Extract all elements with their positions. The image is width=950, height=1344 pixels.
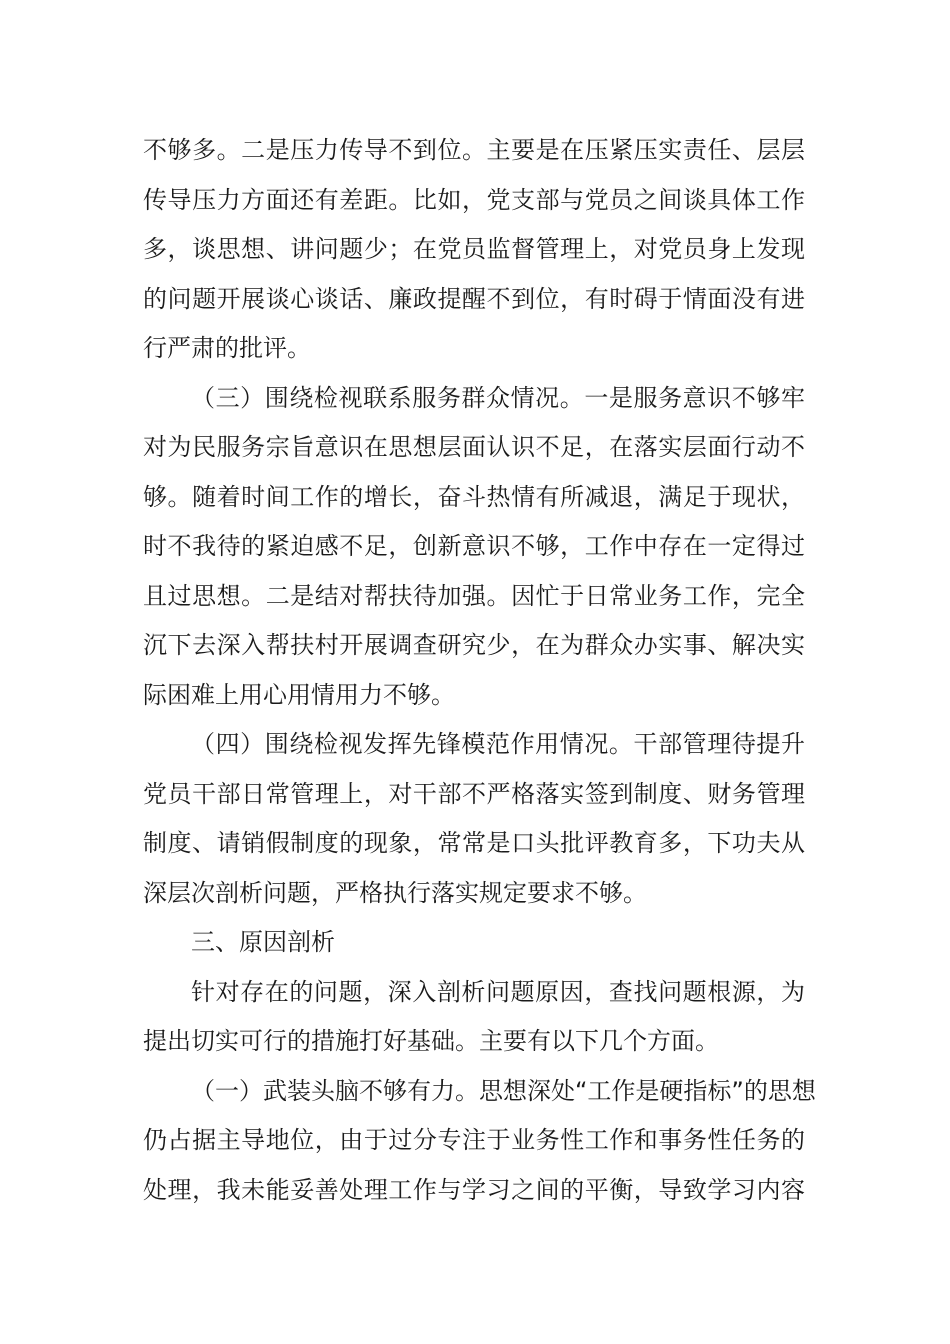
text-line: 传导压力方面还有差距。比如，党支部与党员之间谈具体工作 [143, 185, 805, 214]
body-text [143, 126, 816, 1215]
text-line: 制度、请销假制度的现象，常常是口头批评教育多，下功夫从 [143, 829, 805, 857]
text-line: 仍占据主导地位，由于过分专注于业务性工作和事务性任务的 [143, 1126, 805, 1154]
text-line: （三）围绕检视联系服务群众情况。一是服务意识不够牢 [191, 383, 805, 412]
text-line: 多，谈思想、讲问题少；在党员监督管理上，对党员身上发现 [143, 235, 805, 263]
text-line: 行严肃的批评。 [143, 334, 311, 362]
text-line: 不够多。二是压力传导不到位。主要是在压紧压实责任、层层 [143, 136, 805, 164]
text-line: 深层次剖析问题，严格执行落实规定要求不够。 [143, 878, 647, 907]
text-line: 沉下去深入帮扶村开展调查研究少，在为群众办实事、解决实 [143, 631, 805, 659]
text-line: 且过思想。二是结对帮扶待加强。因忙于日常业务工作，完全 [143, 581, 805, 610]
text-line: 时不我待的紧迫感不足，创新意识不够，工作中存在一定得过 [143, 532, 805, 560]
text-line: （一）武装头脑不够有力。思想深处“工作是硬指标”的思想 [191, 1076, 816, 1105]
text-line: 处理，我未能妥善处理工作与学习之间的平衡，导致学习内容 [143, 1175, 805, 1204]
text-line: 针对存在的问题，深入剖析问题原因，查找问题根源，为 [191, 977, 805, 1006]
text-line: 的问题开展谈心谈话、廉政提醒不到位，有时碍于情面没有进 [143, 284, 805, 313]
text-line: （四）围绕检视发挥先锋模范作用情况。干部管理待提升 [191, 730, 805, 758]
text-line: 对为民服务宗旨意识在思想层面认识不足，在落实层面行动不 [143, 433, 805, 461]
text-line: 提出切实可行的措施打好基础。主要有以下几个方面。 [143, 1027, 719, 1055]
text-line: 党员干部日常管理上，对干部不严格落实签到制度、财务管理 [143, 779, 805, 808]
text-line: 际困难上用心用情用力不够。 [143, 680, 455, 709]
text-line: 三、原因剖析 [191, 928, 335, 956]
text-line: 够。随着时间工作的增长，奋斗热情有所减退，满足于现状， [143, 482, 805, 511]
